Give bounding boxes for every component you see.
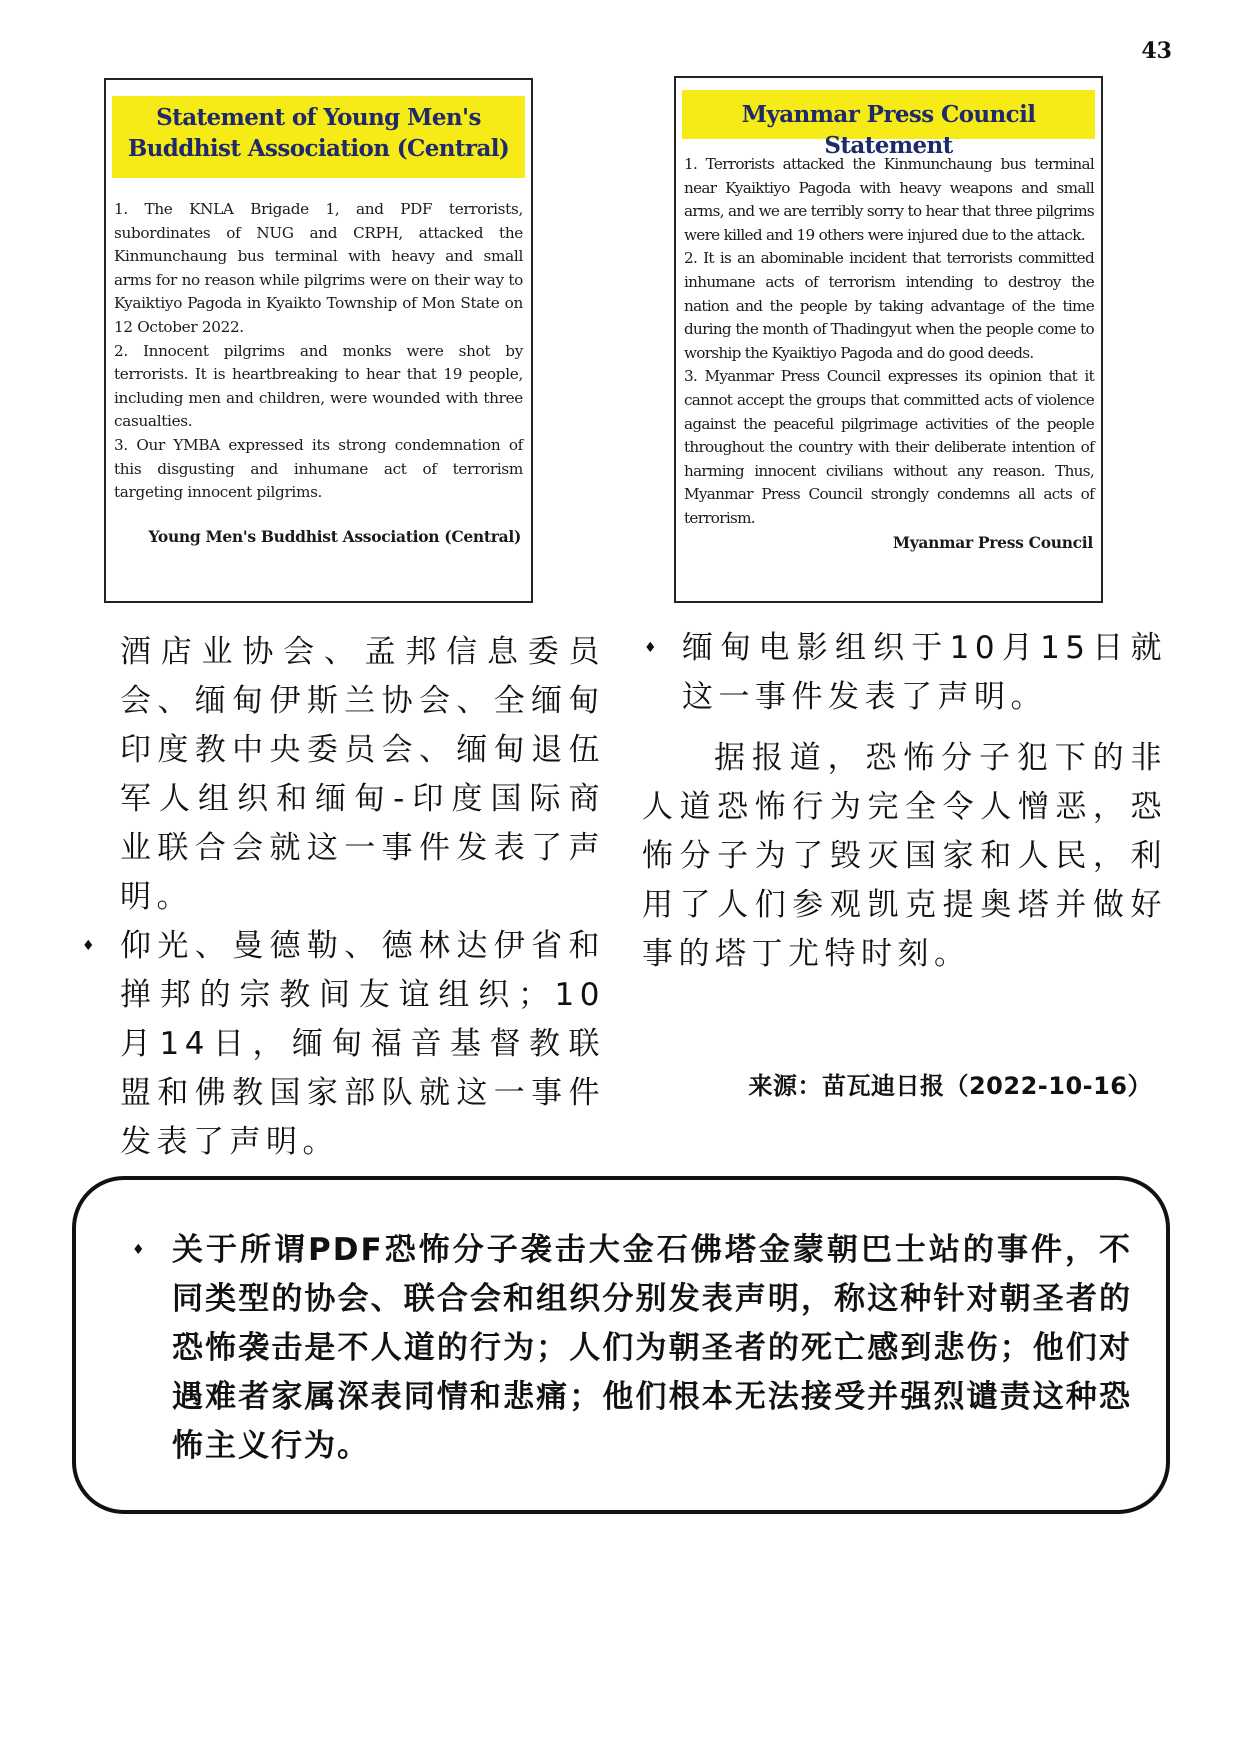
left-continuation-text: 酒店业协会、孟邦信息委员会、缅甸伊斯兰协会、全缅甸印度教中央委员会、缅甸退伍军人组织和缅甸-印度国际商业联合会就这一事件发表了声明。 xyxy=(120,634,605,915)
left-bullet-text: 仰光、曼德勒、德林达伊省和掸邦的宗教间友谊组织；10月14日，缅甸福音基督教联盟和佛教国家部队就这一事件发表了声明。 xyxy=(120,928,605,1160)
source-citation: 来源：苗瓦迪日报（2022-10-16） xyxy=(748,1072,1152,1100)
ymba-statement-body xyxy=(106,178,531,505)
mpc-statement-body xyxy=(676,139,1101,531)
mpc-paragraph-1: 1. Terrorists attacked the Kinmunchaung bus terminal near Kyaiktiyo Pagoda with heavy weapons and small arms, and we are terribly sorry to hear that three pilgrims were killed and 19 others were injured due to the attack. xyxy=(684,155,1094,244)
summary-box xyxy=(72,1176,1170,1514)
ymba-statement-box xyxy=(104,78,533,603)
summary-text: 关于所谓PDF恐怖分子袭击大金石佛塔金蒙朝巴士站的事件，不同类型的协会、联合会和组织分别发表声明，称这种针对朝圣者的恐怖袭击是不人道的行为；人们为朝圣者的死亡感到悲伤；他们对遇难者家属深表同情和悲痛；他们根本无法接受并强烈谴责这种恐怖主义行为。 xyxy=(172,1232,1132,1464)
diamond-bullet-icon: ♦ xyxy=(82,938,95,954)
right-column xyxy=(642,624,1167,979)
mpc-paragraph-3: 3. Myanmar Press Council expresses its opinion that it cannot accept the groups that committed acts of violence against the peaceful pilgrimage activities of the people throughout the country with their deliberate intention of harming innocent civilians without any reason. Thus, Myanmar Press Council strongly condemns all acts of terrorism. xyxy=(684,367,1094,527)
ymba-signature: Young Men's Buddhist Association (Central) xyxy=(148,526,521,546)
left-bullet-item xyxy=(80,922,605,1167)
ymba-statement-title: Statement of Young Men's Buddhist Association (Central) xyxy=(112,96,525,178)
left-column xyxy=(80,628,605,1167)
right-paragraph: 据报道，恐怖分子犯下的非人道恐怖行为完全令人憎恶，恐怖分子为了毁灭国家和人民，利用了人们参观凯克提奥塔并做好事的塔丁尤特时刻。 xyxy=(642,740,1167,972)
mpc-statement-title: Myanmar Press Council Statement xyxy=(682,90,1095,139)
diamond-bullet-icon: ♦ xyxy=(132,1242,145,1258)
mpc-paragraph-2: 2. It is an abominable incident that terrorists committed inhumane acts of terrorism intending to destroy the nation and the people by taking advantage of the time during the month of Thadingyut when the people come to worship the Kyaiktiyo Pagoda and do good deeds. xyxy=(684,249,1094,362)
summary-item xyxy=(132,1226,1132,1471)
diamond-bullet-icon: ♦ xyxy=(644,640,657,656)
mpc-statement-box xyxy=(674,76,1103,603)
ymba-paragraph-3: 3. Our YMBA expressed its strong condemnation of this disgusting and inhumane act of terrorism targeting innocent pilgrims. xyxy=(114,435,523,502)
ymba-paragraph-1: 1. The KNLA Brigade 1, and PDF terrorists, subordinates of NUG and CRPH, attacked the Kinmunchaung bus terminal with heavy and small arms for no reason while pilgrims were on their way to Kyaiktiyo Pagoda in Kyaikto Township of Mon State on 12 October 2022. xyxy=(114,200,523,336)
right-bullet-item xyxy=(642,624,1167,722)
page-number: 43 xyxy=(1141,38,1172,64)
ymba-paragraph-2: 2. Innocent pilgrims and monks were shot by terrorists. It is heartbreaking to hear that 19 people, including men and children, were wounded with three casualties. xyxy=(114,341,523,431)
mpc-signature: Myanmar Press Council xyxy=(892,532,1093,552)
right-bullet-text: 缅甸电影组织于10月15日就这一事件发表了声明。 xyxy=(682,630,1167,715)
